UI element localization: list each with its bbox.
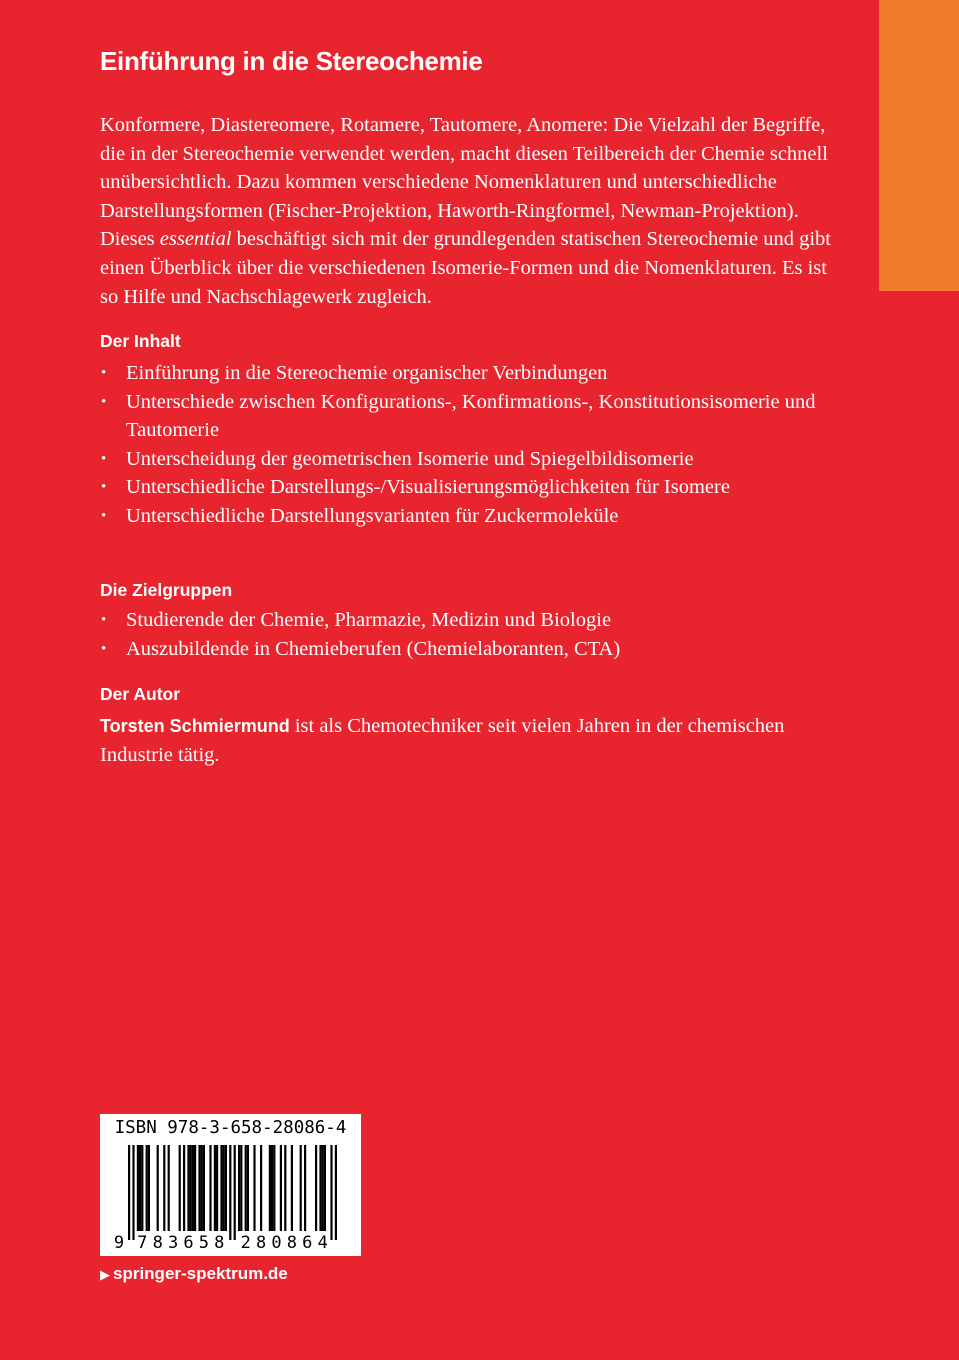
barcode-bar xyxy=(319,1145,321,1231)
barcode-digit: 7 xyxy=(137,1233,148,1253)
barcode-digit: 8 xyxy=(255,1233,267,1253)
barcode-bar xyxy=(163,1145,165,1231)
barcode-digit: 8 xyxy=(152,1233,163,1253)
barcode-digit: 6 xyxy=(183,1233,194,1253)
barcode-bar xyxy=(300,1145,302,1231)
barcode-bar xyxy=(229,1145,231,1240)
barcode-bar xyxy=(141,1145,143,1231)
barcode-bar xyxy=(192,1145,194,1231)
barcode-digit: 0 xyxy=(271,1233,282,1253)
intro-emphasis: essential xyxy=(159,228,232,251)
barcode-bar xyxy=(146,1145,148,1231)
barcode-bar xyxy=(220,1145,222,1231)
barcode-bar xyxy=(198,1145,200,1231)
barcode-digit: 4 xyxy=(317,1233,328,1253)
barcode-bar xyxy=(245,1145,247,1231)
isbn-barcode xyxy=(100,1114,361,1256)
barcode-bar xyxy=(201,1145,203,1231)
barcode-digit: 5 xyxy=(198,1233,210,1253)
audience-heading: Die Zielgruppen xyxy=(100,580,233,600)
barcode-bar xyxy=(214,1145,216,1231)
list-item: • Unterschiede zwischen Konfigurations-, Konfirmations-, Konstitutionsisomerie und Tautomerie xyxy=(100,388,820,445)
list-item: • Unterschiedliche Darstellungsvarianten für Zuckermoleküle xyxy=(100,502,820,531)
barcode-bar xyxy=(330,1145,332,1240)
barcode-graphic xyxy=(100,1114,361,1256)
barcode-bar xyxy=(128,1145,130,1240)
list-item: • Auszubildende in Chemieberufen (Chemielaboranten, CTA) xyxy=(100,635,820,664)
barcode-bar xyxy=(304,1145,306,1231)
barcode-bar xyxy=(168,1145,170,1231)
list-item: • Studierende der Chemie, Pharmazie, Medizin und Biologie xyxy=(100,606,820,635)
author-paragraph xyxy=(100,712,830,769)
list-item: • Unterscheidung der geometrischen Isomerie und Spiegelbildisomerie xyxy=(100,445,820,474)
barcode-bar xyxy=(223,1145,225,1231)
barcode-bar xyxy=(260,1145,262,1231)
barcode-bar xyxy=(291,1145,293,1231)
intro-text-start: Konformere, Diastereomere, Rotamere, Tautomere, Anomere: Die Vielzahl der Begriffe, die in der Stereochemie verwendet werden, macht diesen Teilbereich der Chemie schnell unübersichtlich. Dazu kommen verschiedene Nomenklaturen und unterschiedliche Darstellungsformen (Fischer-Projektion, Haworth-Ringformel, Newman-Projektion). Dieses xyxy=(100,114,828,251)
intro-text-end: beschäftigt sich mit der grundlegenden statischen Stereochemie und gibt einen Überblick über die verschiedenen Isomerie-Formen und die Nomenklaturen. Es ist so Hilfe und Nachschlagewerk zugleich. xyxy=(100,228,831,308)
barcode-bar xyxy=(157,1145,159,1231)
audience-list xyxy=(100,606,820,663)
barcode-bar xyxy=(280,1145,282,1231)
back-cover-title: Einführung in die Stereochemie xyxy=(100,46,483,76)
barcode-bar xyxy=(322,1145,324,1231)
list-item: • Unterschiedliche Darstellungs-/Visualisierungsmöglichkeiten für Isomere xyxy=(100,473,820,502)
intro-paragraph xyxy=(100,111,840,311)
barcode-digit: 6 xyxy=(302,1233,313,1253)
author-heading: Der Autor xyxy=(100,684,181,704)
barcode-bar xyxy=(216,1145,218,1231)
barcode-bar xyxy=(132,1145,134,1240)
barcode-digit: 8 xyxy=(214,1233,225,1253)
list-item: • Einführung in die Stereochemie organischer Verbindungen xyxy=(100,359,820,388)
contents-list xyxy=(100,359,820,531)
barcode-bar xyxy=(324,1145,326,1231)
barcode-bar xyxy=(209,1145,211,1231)
barcode-bar xyxy=(203,1145,205,1231)
barcode-bar xyxy=(139,1145,141,1231)
barcode-bar xyxy=(194,1145,196,1231)
barcode-bar xyxy=(225,1145,227,1231)
barcode-bar xyxy=(253,1145,255,1231)
barcode-bar xyxy=(137,1145,139,1231)
barcode-bar xyxy=(335,1145,337,1240)
author-name: Torsten Schmiermund xyxy=(100,716,290,736)
contents-heading: Der Inhalt xyxy=(100,331,181,351)
barcode-digit: 9 xyxy=(113,1233,125,1253)
barcode-digit: 8 xyxy=(286,1233,298,1253)
barcode-bar xyxy=(271,1145,273,1231)
barcode-digit: 3 xyxy=(167,1233,179,1253)
author-bio: ist als Chemotechniker seit vielen Jahren in der chemischen Industrie tätig. xyxy=(100,715,785,766)
barcode-bar xyxy=(238,1145,240,1231)
barcode-bar xyxy=(190,1145,192,1231)
barcode-bar xyxy=(247,1145,249,1231)
barcode-bar xyxy=(179,1145,181,1231)
barcode-bar xyxy=(240,1145,242,1231)
barcode-bar xyxy=(269,1145,271,1231)
orange-accent-tab xyxy=(879,0,959,291)
barcode-bar xyxy=(284,1145,286,1231)
barcode-bar xyxy=(183,1145,185,1231)
publisher-url: springer-spektrum.de xyxy=(113,1264,288,1283)
barcode-bar xyxy=(148,1145,150,1231)
isbn-label: ISBN 978-3-658-28086-4 xyxy=(114,1118,347,1138)
barcode-bar xyxy=(315,1145,317,1231)
barcode-digit: 2 xyxy=(240,1233,251,1253)
barcode-bar xyxy=(187,1145,189,1231)
publisher-link[interactable] xyxy=(100,1264,288,1284)
barcode-bar xyxy=(273,1145,275,1231)
play-arrow-icon: ▶ xyxy=(100,1267,110,1282)
barcode-bar xyxy=(234,1145,236,1240)
